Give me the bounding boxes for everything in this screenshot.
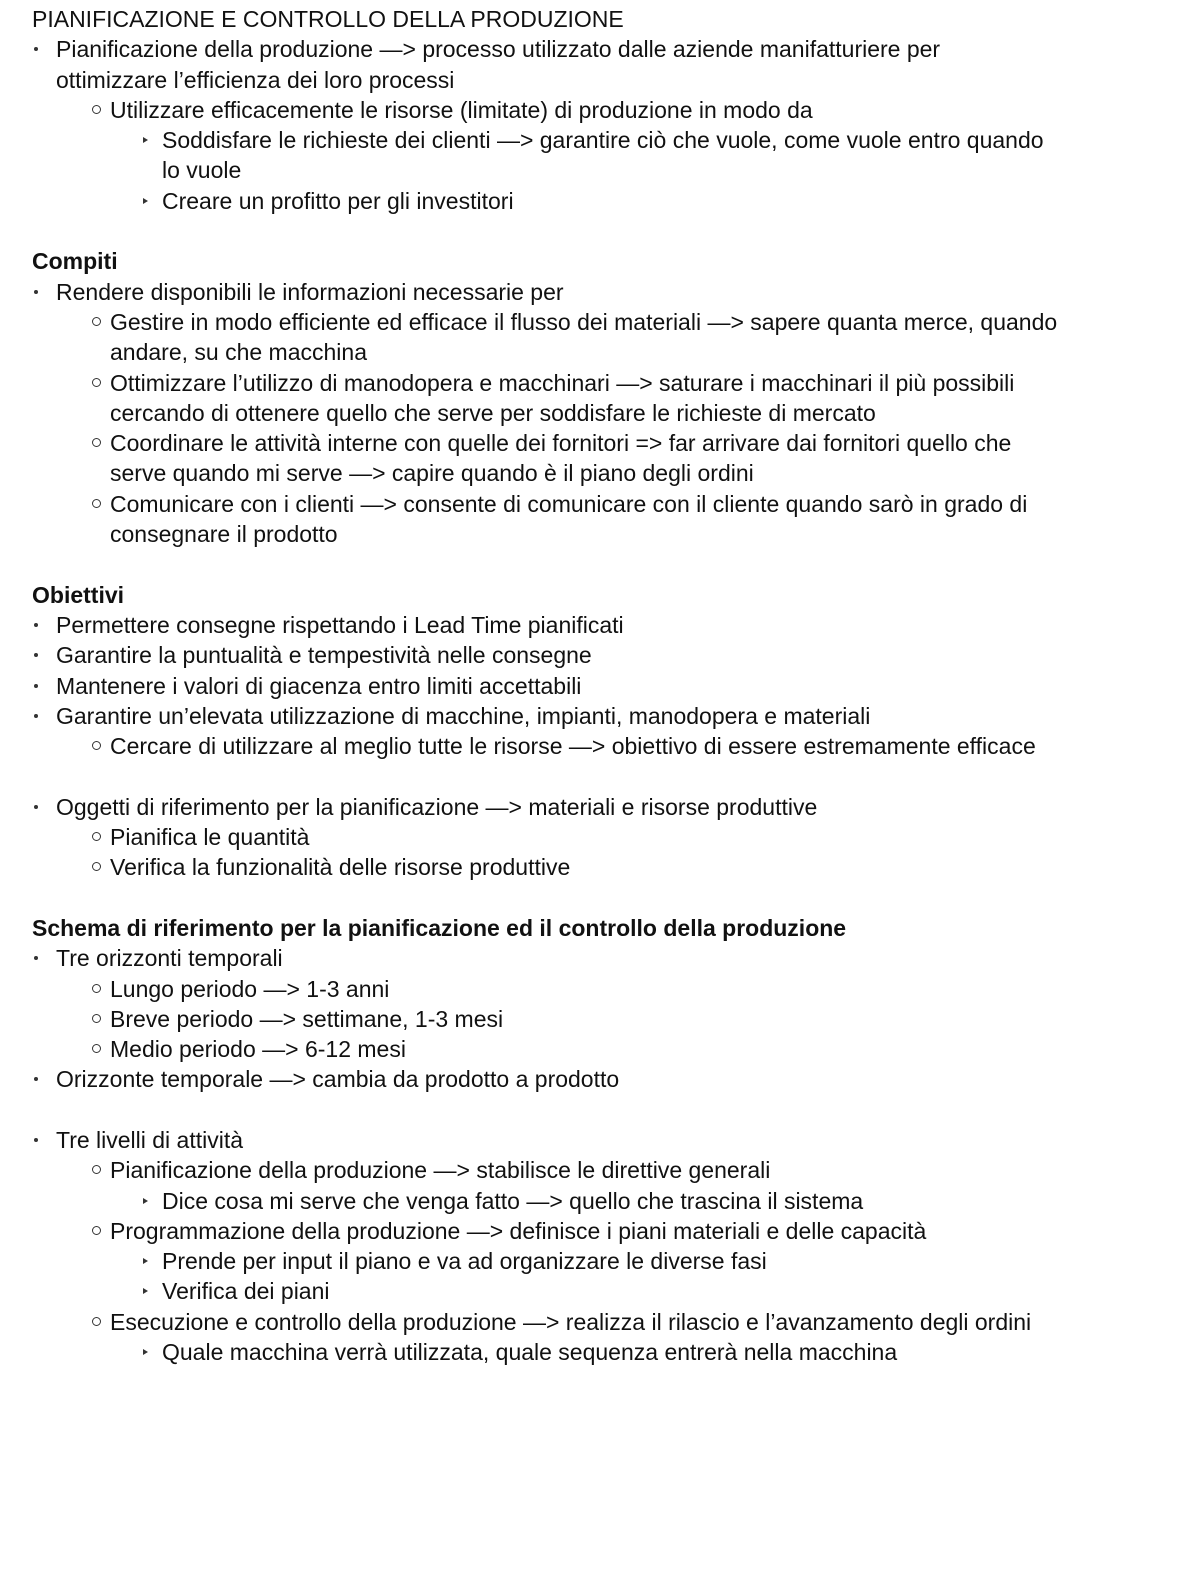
bullet-circle-icon [92,741,101,750]
list-item-text: Mantenere i valori di giacenza entro limiti accettabili [56,672,582,699]
list-item [32,95,1182,125]
list-item-continuation: andare, su che macchina [110,339,367,366]
list-item-text: Ottimizzare l’utilizzo di manodopera e macchinari —> saturare i macchinari il più possibili [110,369,1015,396]
list-item [32,1307,1182,1337]
bullet-circle-icon [92,862,101,871]
spacer [32,883,1182,913]
bullet-dot-icon [34,956,38,960]
list-item-continuation: serve quando mi serve —> capire quando è il piano degli ordini [110,460,754,487]
list-item-text: Garantire un’elevata utilizzazione di macchine, impianti, manodopera e materiali [56,702,871,729]
list-item [32,489,1182,519]
section-heading-compiti: Compiti [32,248,118,275]
list-item-continuation: consegnare il prodotto [110,521,338,548]
list-item-text: Cercare di utilizzare al meglio tutte le risorse —> obiettivo di essere estremamente efficace [110,733,1036,760]
list-item [32,428,1182,458]
list-item-continuation: ottimizzare l’efficienza dei loro processi [56,66,455,93]
bullet-triangle-icon [143,137,148,143]
list-item-text: Oggetti di riferimento per la pianificazione —> materiali e risorse produttive [56,793,818,820]
list-item-text: Gestire in modo efficiente ed efficace il flusso dei materiali —> sapere quanta merce, quando [110,308,1058,335]
list-item [32,1246,1182,1276]
list-item [32,943,1182,973]
list-item [32,701,1182,731]
list-item-text: Comunicare con i clienti —> consente di comunicare con il cliente quando sarò in grado di [110,490,1028,517]
bullet-triangle-icon [143,1349,148,1355]
list-item-text: Medio periodo —> 6-12 mesi [110,1036,406,1063]
list-item-text: Programmazione della produzione —> definisce i piani materiali e delle capacità [110,1217,927,1244]
bullet-circle-icon [92,378,101,387]
bullet-dot-icon [34,714,38,718]
bullet-triangle-icon [143,1198,148,1204]
list-item-text: Pianificazione della produzione —> stabilisce le direttive generali [110,1157,771,1184]
document-page [32,4,1182,1367]
list-item-text: Soddisfare le richieste dei clienti —> garantire ciò che vuole, come vuole entro quando [162,127,1044,154]
bullet-circle-icon [92,1044,101,1053]
list-item-text: Prende per input il piano e va ad organizzare le diverse fasi [162,1248,767,1275]
bullet-dot-icon [34,653,38,657]
list-item [32,368,1182,398]
list-item [32,640,1182,670]
bullet-circle-icon [92,1226,101,1235]
list-item-text: Dice cosa mi serve che venga fatto —> quello che trascina il sistema [162,1187,864,1214]
list-item-text: Utilizzare efficacemente le risorse (limitate) di produzione in modo da [110,96,813,123]
bullet-circle-icon [92,984,101,993]
list-item-text: Tre orizzonti temporali [56,945,283,972]
bullet-dot-icon [34,684,38,688]
bullet-triangle-icon [143,1258,148,1264]
bullet-triangle-icon [143,198,148,204]
list-item [32,610,1182,640]
list-item-text: Tre livelli di attività [56,1126,244,1153]
list-item [32,34,1182,64]
list-item [32,1216,1182,1246]
list-item-text: Quale macchina verrà utilizzata, quale sequenza entrerà nella macchina [162,1339,898,1366]
spacer [32,216,1182,246]
list-item-text: Verifica la funzionalità delle risorse produttive [110,854,571,881]
list-item-continuation: cercando di ottenere quello che serve per soddisfare le richieste di mercato [110,399,876,426]
list-item [32,277,1182,307]
spacer [32,549,1182,579]
list-item-text: Lungo periodo —> 1-3 anni [110,975,390,1002]
list-item-text: Rendere disponibili le informazioni necessarie per [56,278,564,305]
bullet-circle-icon [92,1317,101,1326]
spacer [32,1095,1182,1125]
list-item [32,1155,1182,1185]
bullet-circle-icon [92,499,101,508]
list-item-text: Breve periodo —> settimane, 1-3 mesi [110,1005,504,1032]
bullet-circle-icon [92,1165,101,1174]
list-item-text: Orizzonte temporale —> cambia da prodotto a prodotto [56,1066,620,1093]
list-item-text: Pianificazione della produzione —> processo utilizzato dalle aziende manifatturiere per [56,36,941,63]
bullet-circle-icon [92,1014,101,1023]
list-item [32,792,1182,822]
document-title: PIANIFICAZIONE E CONTROLLO DELLA PRODUZIONE [32,6,624,32]
bullet-circle-icon [92,832,101,841]
list-item [32,974,1182,1004]
bullet-dot-icon [34,290,38,294]
bullet-dot-icon [34,805,38,809]
list-item [32,822,1182,852]
list-item-text: Verifica dei piani [162,1278,330,1305]
list-item [32,1276,1182,1306]
bullet-dot-icon [34,623,38,627]
bullet-dot-icon [34,1077,38,1081]
list-item [32,731,1182,761]
list-item-text: Permettere consegne rispettando i Lead Time pianificati [56,611,624,638]
list-item [32,671,1182,701]
section-heading-obiettivi: Obiettivi [32,581,125,608]
list-item-text: Esecuzione e controllo della produzione —> realizza il rilascio e l’avanzamento degli ordini [110,1308,1032,1335]
list-item [32,307,1182,337]
list-item [32,1186,1182,1216]
list-item-continuation: lo vuole [162,157,242,184]
list-item-text: Garantire la puntualità e tempestività nelle consegne [56,642,592,669]
list-item-text: Coordinare le attività interne con quelle dei fornitori => far arrivare dai fornitori quello che [110,430,1012,457]
spacer [32,761,1182,791]
bullet-circle-icon [92,317,101,326]
list-item-text: Pianifica le quantità [110,824,310,851]
list-item-text: Creare un profitto per gli investitori [162,187,514,214]
list-item [32,852,1182,882]
bullet-triangle-icon [143,1288,148,1294]
list-item [32,186,1182,216]
list-item [32,125,1182,155]
list-item [32,1125,1182,1155]
list-item [32,1034,1182,1064]
list-item [32,1337,1182,1367]
list-item [32,1004,1182,1034]
bullet-circle-icon [92,105,101,114]
bullet-circle-icon [92,438,101,447]
bullet-dot-icon [34,47,38,51]
list-item [32,1064,1182,1094]
bullet-dot-icon [34,1138,38,1142]
section-heading-schema: Schema di riferimento per la pianificazione ed il controllo della produzione [32,914,847,941]
